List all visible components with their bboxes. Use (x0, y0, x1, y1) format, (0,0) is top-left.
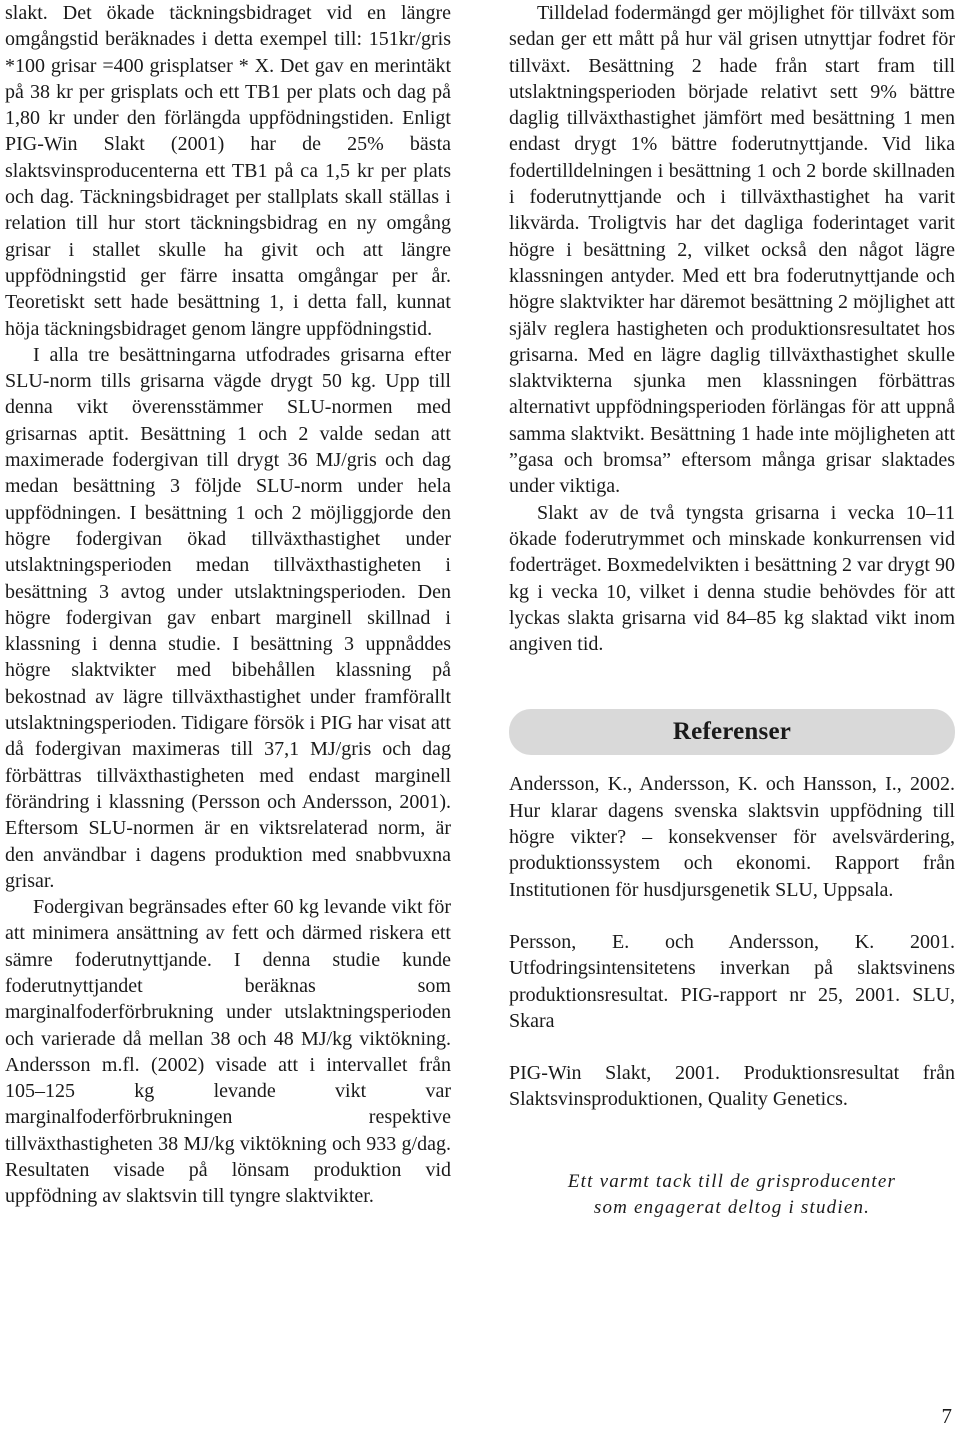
acknowledgement-line-2: som engagerat deltog i studien. (593, 1196, 871, 1218)
acknowledgement (509, 1169, 955, 1221)
body-paragraph-feed-restriction: Fodergivan begränsades efter 60 kg levande vikt för att minimera ansättning av fett och därmed riskera ett sämre foderutnyttjande. I denna studie kunde foderutnyttjandet beräknas som marginalfoderförbrukning under utslaktningsperioden och varierade då mellan 38 och 48 MJ/kg viktökning. Andersson m.fl. (2002) visade att i intervallet från 105–125 kg levande vikt var marginalfoderförbrukningen respektive tillväxthastigheten 38 MJ/kg viktökning och 933 g/dag. Resultaten visade på lönsam produktion vid uppfödning av slaktsvin till tyngre slaktvikter. (5, 896, 451, 1208)
page-number: 7 (941, 1404, 952, 1428)
reference-item: PIG-Win Slakt, 2001. Produktionsresultat från Slaktsvinsproduktionen, Quality Genetics. (509, 1062, 955, 1111)
acknowledgement-line-1: Ett varmt tack till de grisproducenter (567, 1170, 897, 1192)
left-column (5, 0, 451, 1210)
body-paragraph-slaughter: Slakt av de två tyngsta grisarna i vecka 10–11 ökade foderutrymmet och minskade konkurrensen vid foderträget. Boxmedelvikten i besättning 2 var drygt 90 kg i vecka 10, vilket i denna studie behövdes för att lyckas slakta grisarna vid 84–85 kg slaktad vikt inom angiven tid. (509, 501, 955, 656)
reference-item: Persson, E. och Andersson, K. 2001. Utfodringsintensitetens inverkan på slaktsvinens produktionsresultat. PIG-rapport nr 25, 2001. SLU, Skara (509, 930, 955, 1032)
references-heading: Referenser (672, 718, 792, 746)
body-paragraph-continuation: slakt. Det ökade täckningsbidraget vid en längre omgångstid beräknades i detta exempel till: 151kr/gris *100 grisar =400 grisplatser * X. Det gav en merintäkt på 38 kr per grisplats och ett TB1 per plats och dag på 1,80 kr under den förlängda uppfödningstiden. Enligt PIG-Win Slakt (2001) har de 25% bästa slaktsvinsproducenterna ett TB1 på ca 1,5 kr per plats och dag. Täckningsbidraget per stallplats skall ställas i relation till hur stort täckningsbidrag en ny omgång grisar i stallet skulle ha givit och att längre uppfödningstid ger färre insatta omgångar per år. Teoretiskt sett hade besättning 1, i detta fall, kunnat höja täckningsbidraget genom längre uppfödningstid. (5, 2, 451, 340)
body-paragraph-feeding: I alla tre besättningarna utfodrades grisarna efter SLU-norm tills grisarna vägde drygt 50 kg. Upp till denna vikt överensstämmer SLU-normen med grisarnas aptit. Besättning 1 och 2 valde sedan att maximerade fodergivan till drygt 36 MJ/gris och dag medan besättning 3 följde SLU-norm under hela uppfödningen. I besättning 1 och 2 möjliggjorde den högre fodergivan ökad tillväxthastighet under utslaktningsperioden medan tillväxthastigheten i besättning 3 avtog under utslaktningsperioden. Den högre fodergivan gav enbart marginell skillnad i klassning i denna studie. I besättning 3 uppnåddes högre slaktvikter med bibehållen klassning på bekostnad av lägre tillväxthastighet under framförallt utslaktningsperioden. Tidigare försök i PIG har visat att då fodergivan maximeras till 37,1 MJ/gris och dag förbättras tillväxthastigheten med endast marginell förändring i klassning (Persson och Andersson, 2001). Eftersom SLU-normen är en viktsrelaterad norm, är den användbar i dagens produktion med snabbvuxna grisar. (5, 343, 451, 892)
right-column (509, 0, 955, 1221)
body-paragraph-feed-allocation: Tilldelad fodermängd ger möjlighet för tillväxt som sedan ger ett mått på hur väl grisen utnyttjar fodret för tillväxt. Besättning 2 hade från start fram till utslaktningsperioden började relativt sett 9% bättre daglig tillväxthastighet jämfört med besättning 1 men endast drygt 1% bättre foderutnyttjande. Vid lika fodertilldelningen i besättning 1 och 2 borde skillnaden i foderutnyttjande och i tillväxthastighet ha varit likvärda. Troligtvis har det dagliga foderintaget varit högre i besättning 2, vilket också den något lägre klassningen antyder. Med ett bra foderutnyttjande och högre slaktvikter har däremot besättning 2 möjlighet att själv reglera hastigheten och produktionsresultatet hos grisarna. Med en lägre daglig tillväxthastighet skulle slaktvikterna sjunka men klassningen förbättras alternativt uppfödningsperioden förlängas för att uppnå samma slaktvikt. Besättning 1 hade inte möjligheten att ”gasa och bromsa” eftersom många grisar slaktades under viktiga. (509, 2, 955, 498)
references-heading-box (509, 709, 955, 755)
reference-item: Andersson, K., Andersson, K. och Hansson, I., 2002. Hur klarar dagens svenska slaktsvin uppfödning till högre vikter? – konsekvenser för avelsvärdering, produktionssystem och ekonomi. Rapport från Institutionen för husdjursgenetik SLU, Uppsala. (509, 773, 955, 901)
